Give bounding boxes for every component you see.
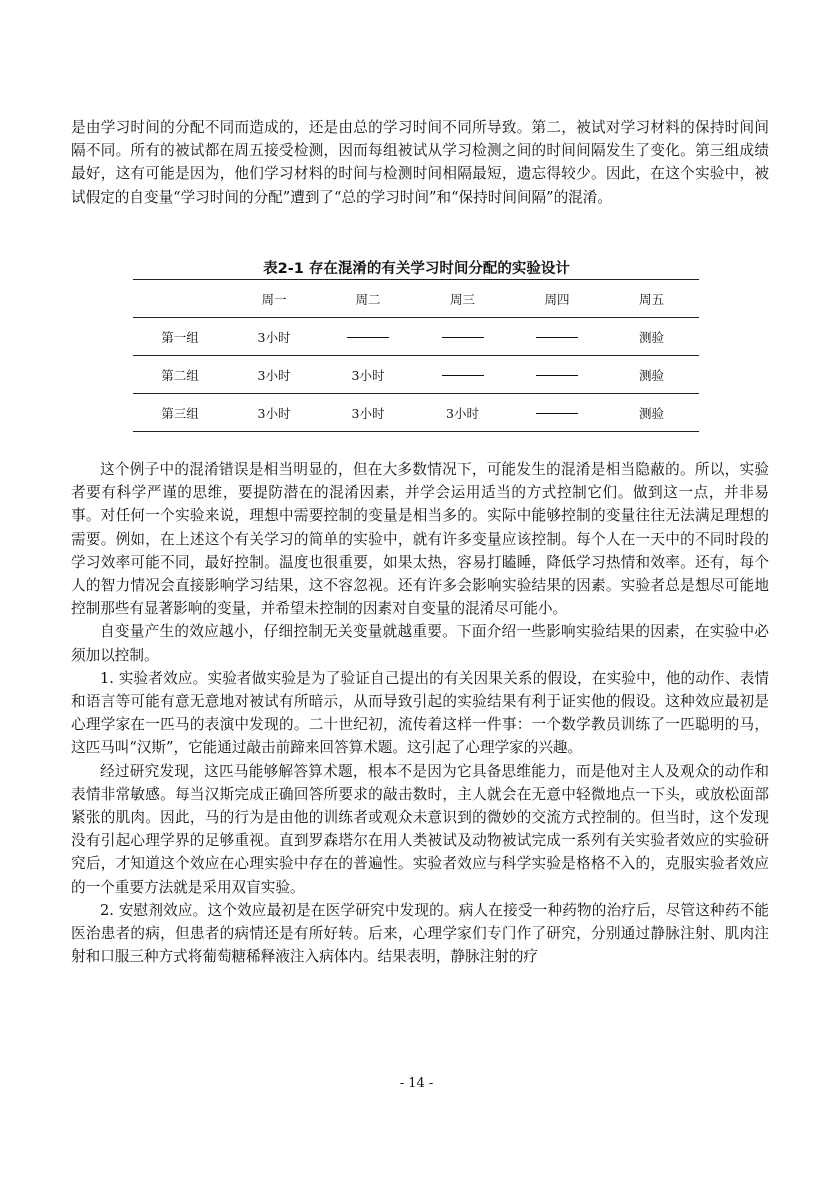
group-label: 第三组 — [133, 394, 227, 432]
table-cell-dash — [510, 318, 604, 356]
table-cell-dash — [510, 394, 604, 432]
paragraph: 2. 安慰剂效应。这个效应最初是在医学研究中发现的。病人在接受一种药物的治疗后，尽管这种药不能医治患者的病，但患者的病情还是有所好转。后来，心理学家们专门作了研究，分别通过静脉注射、肌肉注射和口服三种方式将葡萄糖稀释液注入病体内。结果表明，静脉注射的疗 — [71, 901, 769, 966]
header-cell-wednesday: 周三 — [415, 280, 510, 318]
page-number: - 14 - — [399, 1076, 434, 1091]
body-text — [71, 458, 769, 968]
paragraph: 1. 实验者效应。实验者做实验是为了验证自己提出的有关因果关系的假设，在实验中，他的动作、表情和语言等可能有意无意地对被试有所暗示，从而导致引起的实验结果有利于证实他的假设。这种效应最初是心理学家在一匹马的表演中发现的。二十世纪初，流传着这样一件事：一个数学教员训练了一匹聪明的马，这匹马叫“汉斯”，它能通过敲击前蹄来回答算术题。这引起了心理学家的兴趣。 — [71, 669, 769, 757]
paragraph: 这个例子中的混淆错误是相当明显的，但在大多数情况下，可能发生的混淆是相当隐蔽的。所以，实验者要有科学严谨的思维，要提防潜在的混淆因素，并学会运用适当的方式控制它们。做到这一点，并非易事。对任何一个实验来说，理想中需要控制的变量是相当多的。实际中能够控制的变量往往无法满足理想的需要。例如，在上述这个有关学习的简单的实验中，就有许多变量应该控制。每个人在一天中的不同时段的学习效率可能不同，最好控制。温度也很重要，如果太热，容易打瞌睡，降低学习热情和效率。还有，每个人的智力情况会直接影响学习结果，这不容忽视。还有许多会影响实验结果的因素。实验者总是想尽可能地控制那些有显著影响的变量，并希望未控制的因素对自变量的混淆尽可能小。 — [71, 461, 769, 618]
paragraph-continued — [71, 116, 769, 209]
table-cell: 3小时 — [321, 356, 415, 394]
table-cell: 3小时 — [227, 356, 321, 394]
dash-mark — [536, 337, 578, 338]
table-row — [133, 318, 699, 356]
table-header-row — [133, 280, 699, 318]
paragraph: 自变量产生的效应越小，仔细控制无关变量就越重要。下面介绍一些影响实验结果的因素，在实验中必须加以控制。 — [71, 623, 769, 664]
dash-mark — [536, 375, 578, 376]
table-row — [133, 394, 699, 432]
paragraph: 经过研究发现，这匹马能够解答算术题，根本不是因为它具备思维能力，而是他对主人及观众的动作和表情非常敏感。每当汉斯完成正确回答所要求的敲击数时，主人就会在无意中轻微地点一下头，或放松面部紧张的肌肉。因此，马的行为是由他的训练者或观众未意识到的微妙的交流方式控制的。但当时，这个发现没有引起心理学界的足够重视。直到罗森塔尔在用人类被试及动物被试完成一系列有关实验者效应的实验研究后，才知道这个效应在心理实验中存在的普遍性。实验者效应与科学实验是格格不入的，克服实验者效应的一个重要方法就是采用双盲实验。 — [71, 762, 769, 896]
dash-mark — [442, 375, 484, 376]
table-cell: 3小时 — [227, 394, 321, 432]
table-cell: 测验 — [604, 356, 699, 394]
dash-mark — [347, 337, 389, 338]
table-row — [133, 356, 699, 394]
header-cell-monday: 周一 — [227, 280, 321, 318]
table-cell-dash — [321, 318, 415, 356]
table-cell: 3小时 — [321, 394, 415, 432]
table-title: 表2-1 存在混淆的有关学习时间分配的实验设计 — [263, 261, 570, 277]
group-label: 第一组 — [133, 318, 227, 356]
paragraph-text: 是由学习时间的分配不同而造成的，还是由总的学习时间不同所导致。第二，被试对学习材料的保持时间间隔不同。所有的被试都在周五接受检测，因而每组被试从学习检测之间的时间间隔发生了变化。第三组成绩最好，这有可能是因为，他们学习材料的时间与检测时间相隔最短，遗忘得较少。因此，在这个实验中，被试假定的自变量“学习时间的分配”遭到了“总的学习时间”和“保持时间间隔”的混淆。 — [71, 119, 769, 206]
table-cell-dash — [415, 318, 510, 356]
table-cell: 3小时 — [415, 394, 510, 432]
header-cell-tuesday: 周二 — [321, 280, 415, 318]
table-cell-dash — [510, 356, 604, 394]
header-cell-thursday: 周四 — [510, 280, 604, 318]
dash-mark — [536, 413, 578, 414]
experiment-design-table — [133, 279, 699, 432]
header-cell-friday: 周五 — [604, 280, 699, 318]
table-cell-dash — [415, 356, 510, 394]
table-cell: 测验 — [604, 318, 699, 356]
dash-mark — [442, 337, 484, 338]
header-cell-empty — [133, 280, 227, 318]
table-cell: 测验 — [604, 394, 699, 432]
table-cell: 3小时 — [227, 318, 321, 356]
group-label: 第二组 — [133, 356, 227, 394]
